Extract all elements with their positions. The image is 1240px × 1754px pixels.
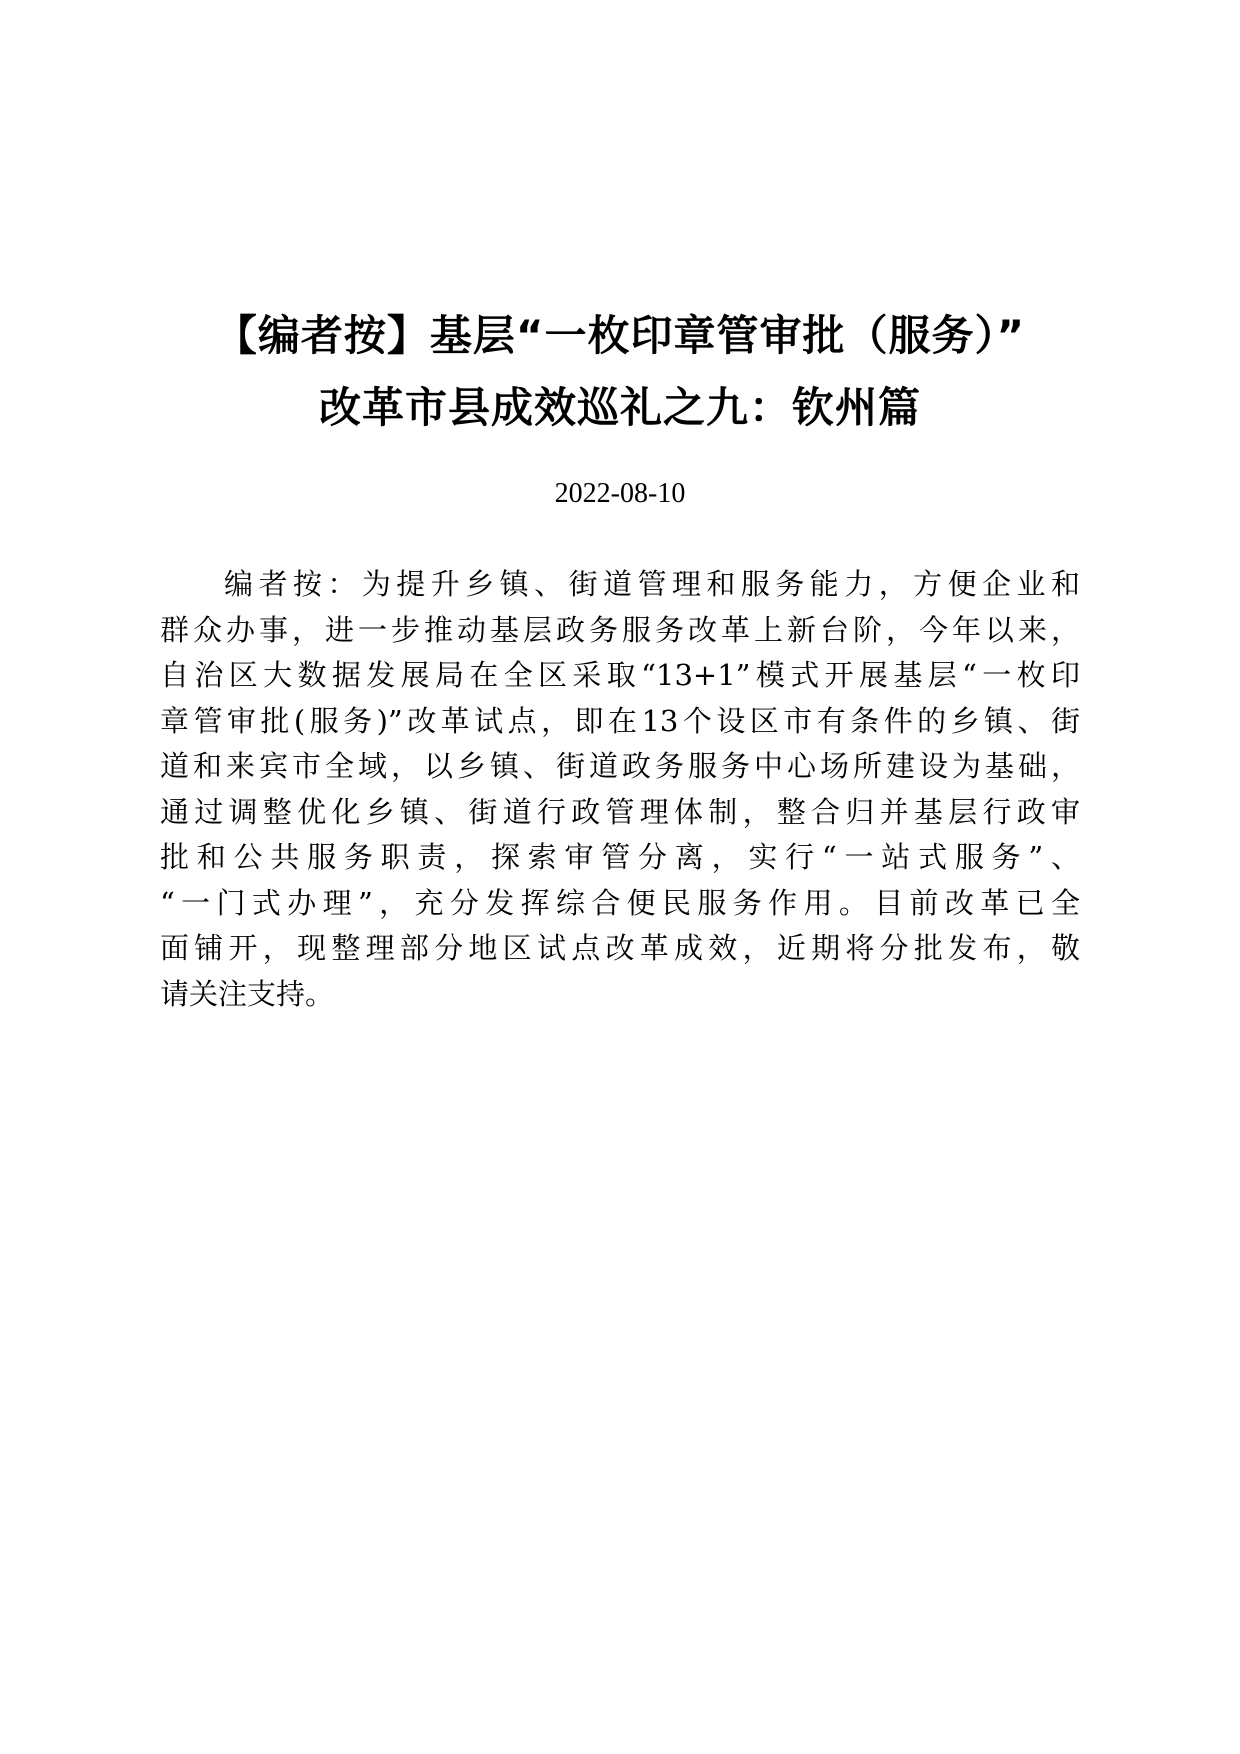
document-title (100, 300, 1140, 444)
body-line: 编者按：为提升乡镇、街道管理和服务能力，方便企业和 (224, 567, 1080, 601)
body-line: “一门式办理”，充分发挥综合便民服务作用。目前改革已全 (160, 885, 1080, 920)
editor-note-paragraph (160, 562, 1080, 1017)
body-line: 道和来宾市全域，以乡镇、街道政务服务中心场所建设为基础， (160, 749, 1080, 783)
body-line: 面铺开，现整理部分地区试点改革成效，近期将分批发布，敬 (160, 931, 1080, 965)
body-line: 请关注支持。 (160, 976, 335, 1011)
body-line: 章管审批(服务)”改革试点，即在13个设区市有条件的乡镇、街 (160, 703, 1080, 738)
body-line: 自治区大数据发展局在全区采取“13+1”模式开展基层“一枚印 (160, 658, 1080, 692)
body-line: 批和公共服务职责，探索审管分离，实行“一站式服务”、 (160, 840, 1080, 874)
title-line-2: 改革市县成效巡礼之九：钦州篇 (318, 383, 921, 432)
title-line-1: 【编者按】基层“一枚印章管审批（服务）” (214, 311, 1026, 360)
body-line: 群众办事，进一步推动基层政务服务改革上新台阶，今年以来， (160, 612, 1080, 647)
publish-date: 2022-08-10 (554, 478, 686, 509)
body-line: 通过调整优化乡镇、街道行政管理体制，整合归并基层行政审 (160, 794, 1080, 829)
